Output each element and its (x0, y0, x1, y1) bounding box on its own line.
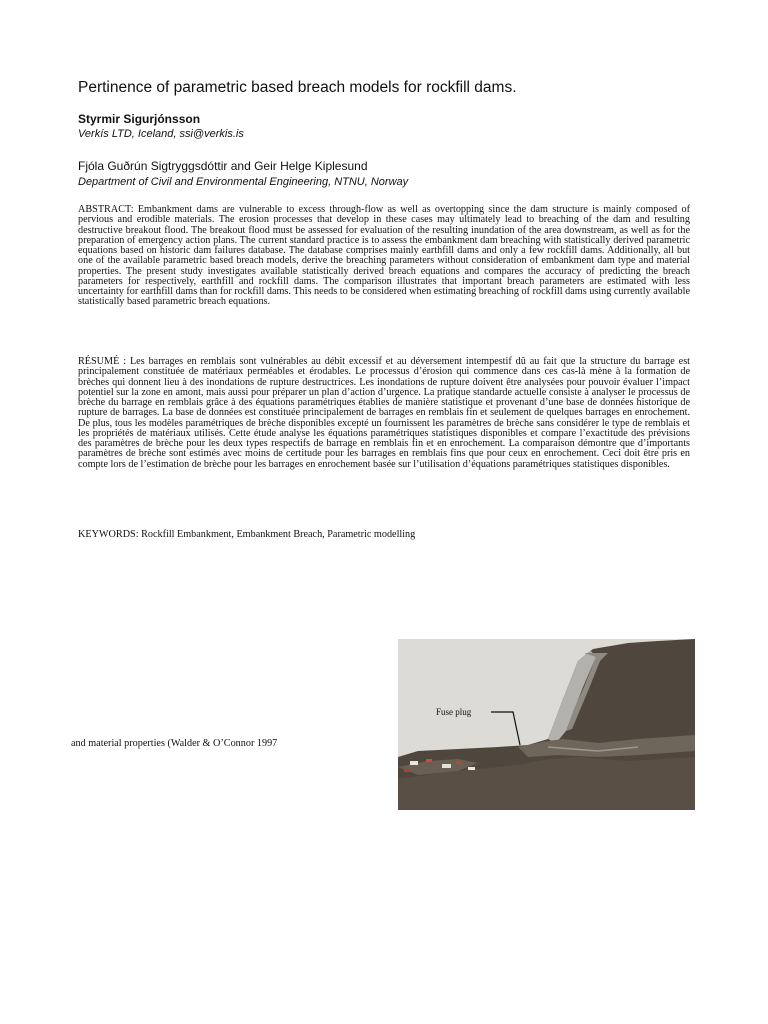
dam-photo-illustration (398, 639, 695, 810)
author-names-2: Fjóla Guðrún Sigtryggsdóttir and Geir Helge Kiplesund (78, 159, 368, 173)
text-fragment: and material properties (Walder & O’Connor 1997 (71, 738, 278, 749)
resume-paragraph: RÉSUMÉ : Les barrages en remblais sont vulnérables au débit excessif et au déversement intempestif dû au fait que la structure du barrage est principalement constituée de matériaux perméables et érodables. Le processus d’érosion qui commence dans ces cas-là mène à la formation de brèches qui donnent lieu à des inondations de rupture destructrices. Les inondations de rupture doivent être analysées pour pouvoir évaluer l’impact potentiel sur la zone en amont, mais aussi pour préparer un plan d’action d’urgence. La pratique standarde actuelle consiste à analyser le processus de brèche du barrage en remblais grâce à des équations paramétriques établies de manière statistique et provenant d’une base de données historique de rupture de barrages. La base de données est constituée principalement de barrages en remblais fin et seulement de quelques barrages en enrochement. De plus, tous les modèles paramétriques de brèche disponibles excepté un fournissent les paramètres de brèche sans considérer le type de remblais et les propriétés de matériaux utilisés. Cette étude analyse les équations paramétriques statistiques disponibles et compare l’exactitude des prévisions des paramètres de brèche pour les deux types respectifs de barrage en remblais fin et en enrochement. La comparaison démontre que d’importants paramètres de brèche sont estimés avec moins de certitude pour les barrages en remblais fins que pour ceux en enrochement. Ceci doit être pris en compte lors de l’estimation de brèche pour les barrages en enrochement basée sur l’utilisation d’équations paramétriques statistiques disponibles. (78, 356, 690, 470)
author-affiliation-1: Verkís LTD, Iceland, ssi@verkis.is (78, 128, 244, 140)
fuse-plug-label: Fuse plug (436, 707, 472, 717)
paper-title: Pertinence of parametric based breach models for rockfill dams. (78, 79, 517, 96)
dam-photo (398, 639, 695, 810)
author-affiliation-2: Department of Civil and Environmental Engineering, NTNU, Norway (78, 176, 409, 188)
author-name-1: Styrmir Sigurjónsson (78, 112, 201, 126)
abstract-paragraph: ABSTRACT: Embankment dams are vulnerable to excess through-flow as well as overtopping since the dam structure is mainly composed of pervious and erodible materials. The erosion processes that develop in these cases may ultimately lead to breaching of the dam and resulting destructive breakout flood. The breakout flood must be assessed for evaluation of the resulting inundation of the area downstream, as well as for the preparation of emergency action plans. The current standard practice is to assess the embankment dam breaching with statistically derived parametric equations based on historic dam failures database. The database comprises mainly earthfill dams and only a few rockfill dams. Additionally, all but one of the available parametric based breach models, derive the breaching parameters without consideration of embankment dam type and material properties. The present study investigates available statistically derived breach equations and compares the accuracy of predicting the breach parameters for respectively, earthfill and rockfill dams. The comparison illustrates that important breach parameters are estimated with less uncertainty for earthfill dams than for rockfill dams. This needs to be considered when estimating breaching of rockfill dams using currently available statistically based parametric breach equations. (78, 204, 690, 308)
keywords-line: KEYWORDS: Rockfill Embankment, Embankment Breach, Parametric modelling (78, 529, 416, 540)
